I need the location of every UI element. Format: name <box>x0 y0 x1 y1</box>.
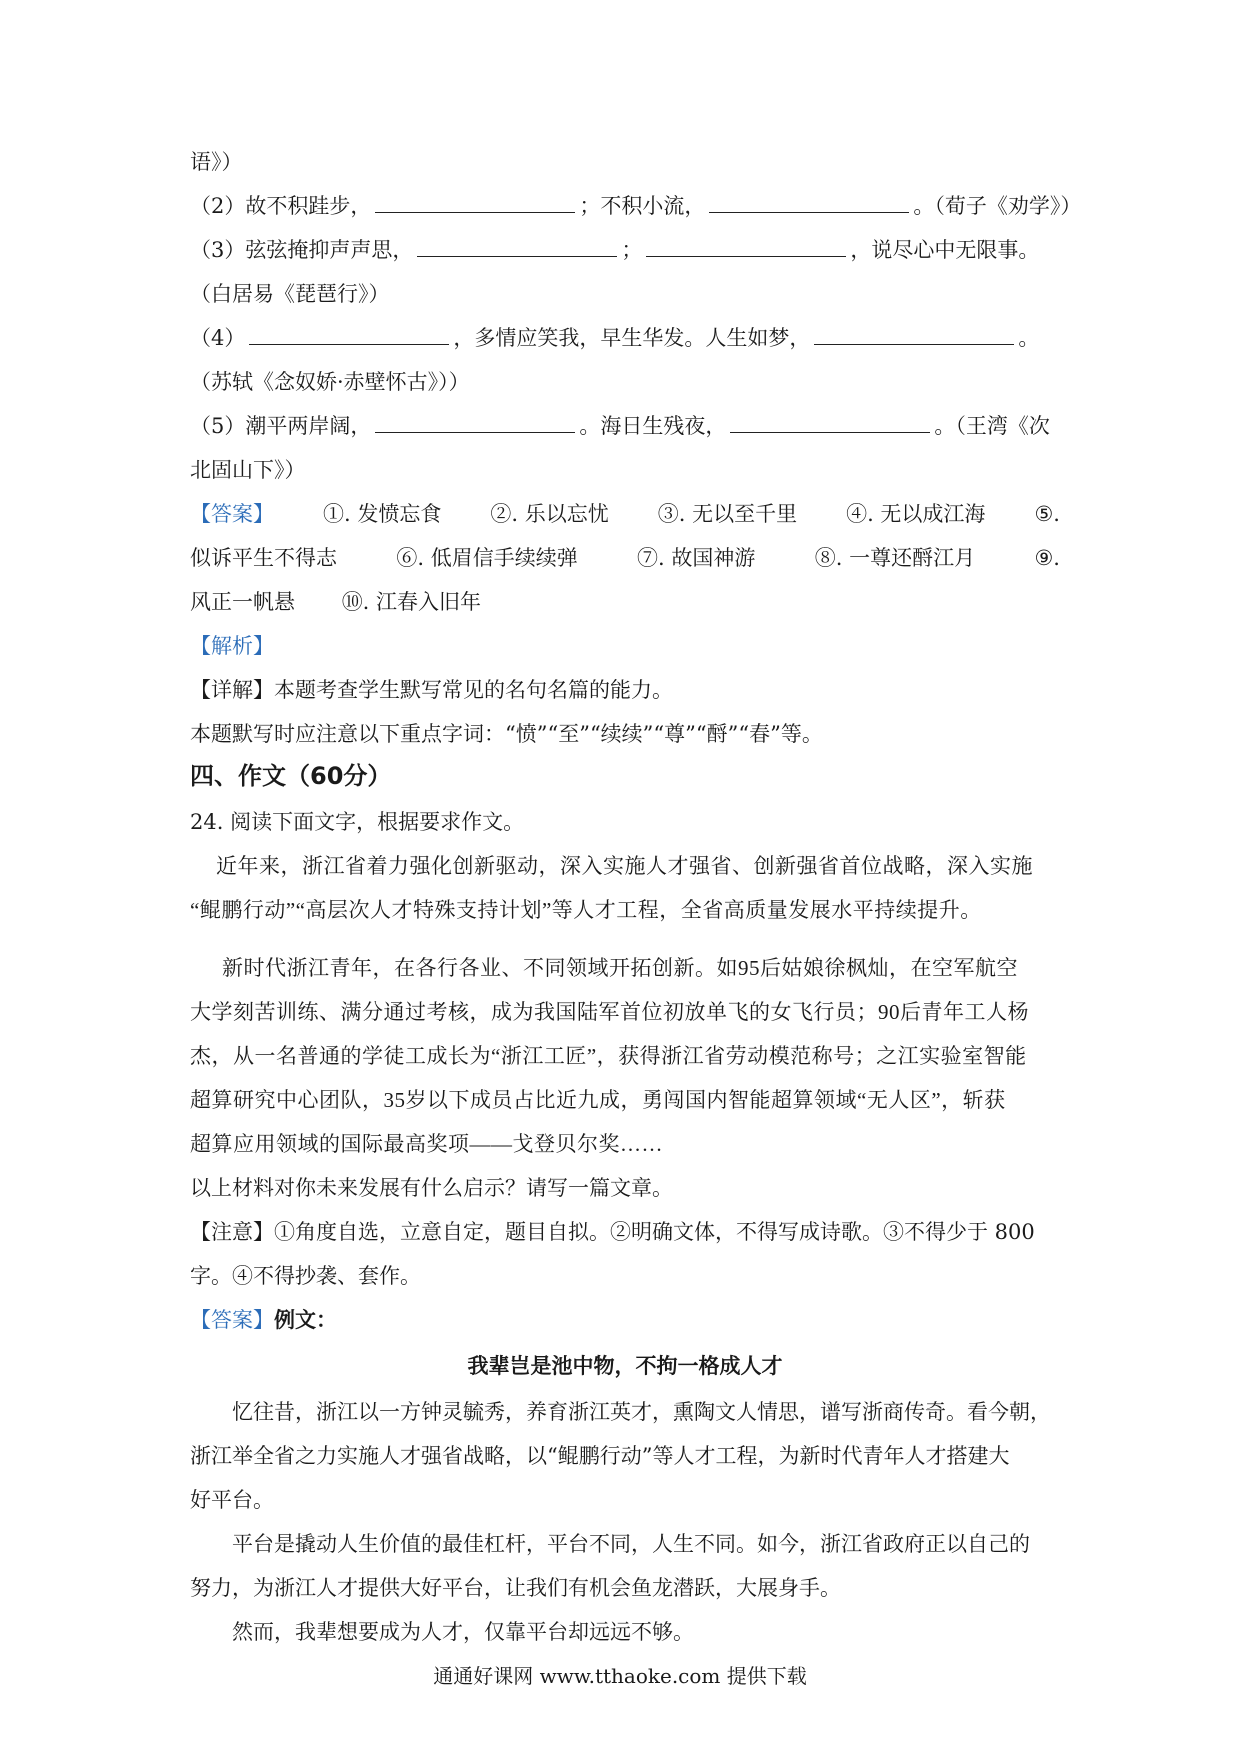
essay-paragraph-line <box>232 1398 1060 1426</box>
text-fragment: 新时代浙江青年，在各行各业、不同领域开拓创新。如95后姑娘徐枫灿，在空军航空 <box>222 956 1018 980</box>
text-line <box>190 148 1060 176</box>
fill-blank-line-5 <box>190 412 1060 440</box>
text-line <box>190 456 1060 484</box>
answer-line-1 <box>190 500 1060 528</box>
notice-line <box>190 1218 1060 1246</box>
answer-item: ⑩. 江春入旧年 <box>341 590 482 614</box>
essay-paragraph-line <box>190 1574 1060 1602</box>
material-line <box>222 954 1060 982</box>
text-fragment: （3）弦弦掩抑声声思， <box>190 238 414 262</box>
fill-blank-line-3 <box>190 236 1060 264</box>
text-fragment: 杰，从一名普通的学徒工成长为“浙江工匠”，获得浙江省劳动模范称号；之江实验室智能 <box>190 1044 1027 1068</box>
answer-blank <box>646 236 846 257</box>
text-line <box>190 280 1060 308</box>
text-fragment: （5）潮平两岸阔， <box>190 414 372 438</box>
text-fragment: 本题默写时应注意以下重点字词：“愤”“至”“续续”“尊”“酹”“春”等。 <box>190 722 823 746</box>
section-heading <box>190 762 1060 790</box>
material-line <box>190 998 1060 1026</box>
answer-blank <box>375 412 575 433</box>
text-fragment: ，多情应笑我，早生华发。人生如梦， <box>453 326 811 350</box>
text-fragment: 语》） <box>190 150 243 174</box>
text-fragment: 字。④不得抄袭、套作。 <box>190 1264 421 1288</box>
text-fragment: 浙江举全省之力实施人才强省战略，以“鲲鹏行动”等人才工程，为新时代青年人才搭建大 <box>190 1444 1010 1468</box>
text-fragment: 努力，为浙江人才提供大好平台，让我们有机会鱼龙潜跃，大展身手。 <box>190 1576 841 1600</box>
text-fragment: 超算研究中心团队，35岁以下成员占比近九成，勇闯国内智能超算领域“无人区”，斩获 <box>190 1088 1006 1112</box>
text-fragment: 。 <box>1018 326 1040 350</box>
answer-tag: 【答案】 <box>190 502 274 526</box>
answer-tag: 【答案】 <box>190 1308 274 1332</box>
text-fragment: （2）故不积跬步， <box>190 194 372 218</box>
text-fragment: （苏轼《念奴娇·赤壁怀古》）） <box>190 370 470 394</box>
answer-item: ③. 无以至千里 <box>657 502 798 526</box>
answer-line-3 <box>190 588 1060 616</box>
fill-blank-line-2 <box>190 192 1082 220</box>
text-fragment: 例文： <box>274 1307 337 1332</box>
answer-blank <box>249 324 449 345</box>
text-fragment: 我辈岂是池中物，不拘一格成人才 <box>467 1354 783 1378</box>
text-fragment: 然而，我辈想要成为人才，仅靠平台却远远不够。 <box>232 1620 694 1644</box>
page-footer <box>0 1663 1240 1689</box>
essay-paragraph-line <box>190 1442 1060 1470</box>
essay-paragraph-line <box>190 1486 1060 1514</box>
text-fragment: 通通好课网 www.tthaoke.com 提供下载 <box>433 1664 807 1688</box>
answer-item: 风正一帆悬 <box>190 590 295 614</box>
answer-line-2 <box>190 544 1060 572</box>
text-fragment: 【注意】①角度自选，立意自定，题目自拟。②明确文体，不得写成诗歌。③不得少于 800 <box>190 1220 1035 1244</box>
material-line <box>190 1086 1060 1114</box>
essay-paragraph-line <box>232 1530 1060 1558</box>
text-fragment: 。（王湾《次 <box>934 414 1050 438</box>
answer-blank <box>814 324 1014 345</box>
text-fragment: 。海日生残夜， <box>579 414 727 438</box>
text-fragment: ； <box>621 238 643 262</box>
text-fragment: ；不积小流， <box>579 194 706 218</box>
text-fragment: （白居易《琵琶行》） <box>190 282 390 306</box>
essay-paragraph-line <box>232 1618 1060 1646</box>
answer-item: ⑦. 故国神游 <box>637 546 756 570</box>
text-fragment: 大学刻苦训练、满分通过考核，成为我国陆军首位初放单飞的女飞行员；90后青年工人杨 <box>190 1000 1029 1024</box>
answer-blank <box>417 236 617 257</box>
text-line <box>190 720 1060 748</box>
text-fragment: 四、作文（60分） <box>190 762 392 790</box>
material-line <box>190 1130 1060 1158</box>
answer-item: ②. 乐以忘忧 <box>490 502 609 526</box>
text-fragment: 超算应用领域的国际最高奖项——戈登贝尔奖…… <box>190 1132 663 1156</box>
text-fragment: （4） <box>190 326 246 350</box>
text-fragment: 24. 阅读下面文字，根据要求作文。 <box>190 810 525 834</box>
text-fragment: 北固山下》） <box>190 458 306 482</box>
answer-item: 似诉平生不得志 <box>190 546 337 570</box>
text-fragment: 以上材料对你未来发展有什么启示？请写一篇文章。 <box>190 1176 673 1200</box>
writing-prompt <box>190 1174 1060 1202</box>
answer-blank <box>730 412 930 433</box>
answer-item: ⑨. <box>1034 546 1060 570</box>
answer-blank <box>709 192 909 213</box>
text-fragment: 平台是撬动人生价值的最佳杠杆，平台不同，人生不同。如今，浙江省政府正以自己的 <box>232 1532 1030 1556</box>
fill-blank-line-4 <box>190 324 1060 352</box>
text-fragment: 忆往昔，浙江以一方钟灵毓秀，养育浙江英才，熏陶文人情思，谱写浙商传奇。看今朝， <box>232 1400 1051 1424</box>
text-fragment: 【详解】本题考查学生默写常见的名句名篇的能力。 <box>190 678 673 702</box>
answer-item: ⑤. <box>1034 502 1060 526</box>
analysis-tag-line <box>190 632 1060 660</box>
essay-answer-label <box>190 1306 1060 1334</box>
material-line <box>216 852 1060 880</box>
analysis-tag: 【解析】 <box>190 634 274 658</box>
answer-item: ④. 无以成江海 <box>846 502 986 526</box>
text-fragment: 近年来，浙江省着力强化创新驱动，深入实施人才强省、创新强省首位战略，深入实施 <box>216 854 1033 878</box>
text-line <box>190 676 1060 704</box>
answer-blank <box>375 192 575 213</box>
answer-item: ⑧. 一尊还酹江月 <box>814 546 976 570</box>
text-fragment: ，说尽心中无限事。 <box>850 238 1040 262</box>
answer-item: ①. 发愤忘食 <box>323 502 442 526</box>
text-line <box>190 368 1060 396</box>
notice-line <box>190 1262 1060 1290</box>
material-line <box>190 1042 1060 1070</box>
essay-title <box>190 1352 1060 1380</box>
question-stem <box>190 808 1060 836</box>
answer-item: ⑥. 低眉信手续续弹 <box>396 546 578 570</box>
text-fragment: 。（荀子《劝学》） <box>913 194 1082 218</box>
material-line <box>190 896 1060 924</box>
text-fragment: “鲲鹏行动”“高层次人才特殊支持计划”等人才工程，全省高质量发展水平持续提升。 <box>190 898 982 922</box>
text-fragment: 好平台。 <box>190 1488 274 1512</box>
